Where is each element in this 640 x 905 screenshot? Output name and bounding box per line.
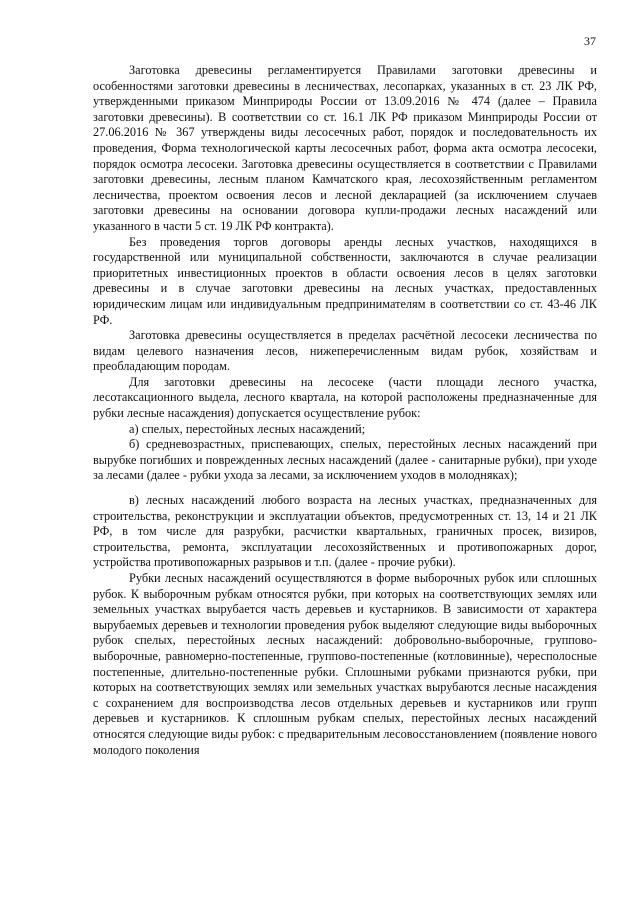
document-body <box>93 63 597 758</box>
page-number: 37 <box>584 34 596 48</box>
list-item-a: а) спелых, перестойных лесных насаждений; <box>129 421 366 436</box>
paragraph-timber-harvest-rules: Заготовка древесины регламентируется Правилами заготовки древесины и особенностями заготовки древесины в лесничествах, лесопарках, указанных в ст. 23 ЛК РФ, утвержденными приказом Минприроды России от 13.09.2016 № 474 (далее – Правила заготовки древесины). В соответствии со ст. 16.1 ЛК РФ приказом Минприроды России от 27.06.2016 № 367 утверждены виды лесосечных работ, порядок и последовательность их проведения, Форма технологической карты лесосечных работ, форма акта осмотра лесосеки, порядок осмотра лесосеки. Заготовка древесины осуществляется в соответствии с Правилами заготовки древесины, лесным планом Камчатского края, лесохозяйственным регламентом лесничества, проектом освоения лесов и лесной декларацией (за исключением случаев заготовки древесины на основании договора купли-продажи лесных насаждений или указанного в части 5 ст. 19 ЛК РФ контракта). <box>93 63 597 233</box>
list-item-c: в) лесных насаждений любого возраста на лесных участках, предназначенных для строительства, реконструкции и эксплуатации объектов, предусмотренных ст. 13, 14 и 21 ЛК РФ, в том числе для разрубки, расчистки квартальных, граничных просек, визиров, строительства, ремонта, эксплуатации лесохозяйственных и противопожарных дорог, устройства противопожарных разрывов и т.п. (далее - прочие рубки). <box>93 493 597 570</box>
paragraph-allowed-cuttings: Для заготовки древесины на лесосеке (части площади лесного участка, лесотаксационного выдела, лесного квартала, на которой расположены предназначенные для рубки лесные насаждения) допускается осуществление рубок: <box>93 374 597 421</box>
paragraph-lease-without-auction: Без проведения торгов договоры аренды лесных участков, находящихся в государственной или муниципальной собственности, заключаются в случае реализации приоритетных инвестиционных проектов в области освоения лесов в целях заготовки древесины и в случае заготовки древесины на лесных участках, предоставленных юридическим лицам или индивидуальным предпринимателям в соответствии со ст. 43-46 ЛК РФ. <box>93 234 597 327</box>
paragraph-cutting-forms: Рубки лесных насаждений осуществляются в форме выборочных рубок или сплошных рубок. К выборочным рубкам относятся рубки, при которых на соответствующих землях или земельных участках вырубается часть деревьев и кустарников. В зависимости от характера вырубаемых деревьев и технологии проведения рубок выделяют следующие виды выборочных рубок спелых, перестойных лесных насаждений: добровольно-выборочные, группово-выборочные, равномерно-постепенные, группово-постепенные (котловинные), чересполосные постепенные, длительно-постепенные рубки. Сплошными рубками признаются рубки, при которых на соответствующих землях или земельных участках вырубаются лесные насаждения с сохранением для воспроизводства лесов отдельных деревьев и кустарников или групп деревьев и кустарников. К сплошным рубкам спелых, перестойных лесных насаждений относятся следующие виды рубок: с предварительным лесовосстановлением (появление нового молодого поколения <box>93 571 597 757</box>
list-item-b: б) средневозрастных, приспевающих, спелых, перестойных лесных насаждений при вырубке погибших и поврежденных лесных насаждений (далее - санитарные рубки), при уходе за лесами (далее - рубки ухода за лесами, за исключением уходов в молодняках); <box>93 437 597 483</box>
paragraph-harvest-limits: Заготовка древесины осуществляется в пределах расчётной лесосеки лесничества по видам целевого назначения лесов, нижеперечисленным видам рубок, хозяйствам и преобладающим породам. <box>93 328 597 374</box>
